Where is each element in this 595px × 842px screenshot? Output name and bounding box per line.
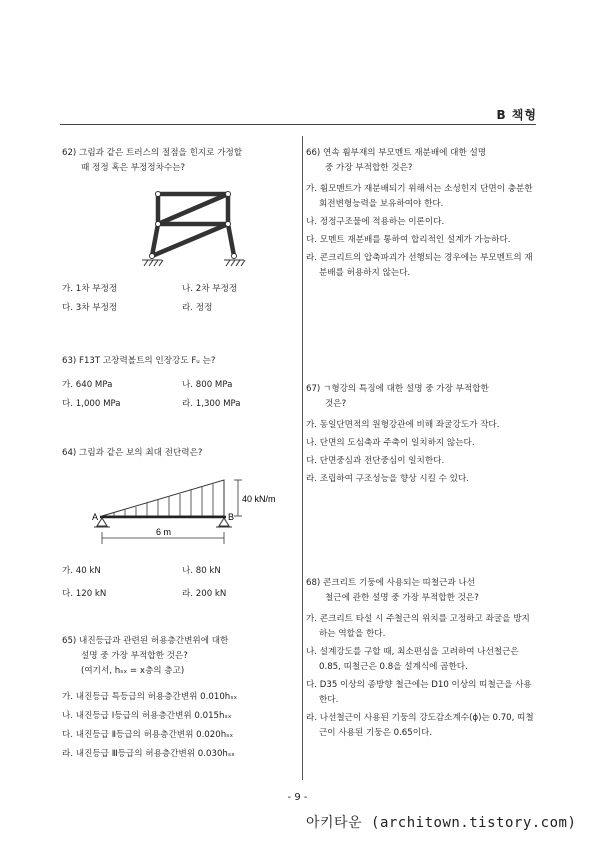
- question-65-stem: 65) 내진등급과 관련된 허용층간변위에 대한: [62, 636, 229, 646]
- question-66-stem: 66) 연속 휨부재의 부모멘트 재분배에 대한 설명: [306, 148, 487, 158]
- question-62: [62, 146, 298, 313]
- question-68-option-d[interactable]: 라. 나선철근이 사용된 기둥의 강도감소계수(ϕ)는 0.70, 띠철근이 사용된 기둥은 0.65이다.: [306, 713, 534, 738]
- question-66-stem-cont: 중 가장 부적합한 것은?: [325, 163, 413, 173]
- question-66-option-d[interactable]: 라. 콘크리트의 압축파괴가 선행되는 경우에는 부모멘트의 재분배를 허용하지 않는다.: [306, 253, 533, 278]
- question-63-option-b[interactable]: 나. 800 MPa: [182, 380, 233, 390]
- question-67-stem-cont: 것은?: [325, 399, 347, 409]
- question-68-stem-cont: 철근에 관한 설명 중 가장 부적합한 것은?: [325, 593, 479, 603]
- question-63-option-d[interactable]: 라. 1,300 MPa: [182, 399, 241, 409]
- question-65-option-b[interactable]: 나. 내진등급 Ⅰ등급의 허용층간변위 0.015hₛₓ: [62, 711, 232, 721]
- question-68-option-b[interactable]: 나. 설계강도를 구할 때, 최소편심을 고려하여 나선철근은 0.85, 띠철근은 0.8을 설계식에 곱한다.: [306, 647, 519, 672]
- span-label: 6 m: [156, 527, 172, 537]
- question-65: [62, 634, 298, 759]
- question-66-option-b[interactable]: 나. 정정구조물에 적용하는 이론이다.: [306, 217, 445, 227]
- question-66: [306, 146, 538, 278]
- beam-load-label: 40 kN/m: [242, 494, 276, 504]
- question-68: [306, 576, 538, 738]
- question-68-option-a[interactable]: 가. 콘크리트 타설 시 주철근의 위치를 고정하고 좌굴을 방지하는 역할을 한다.: [306, 614, 530, 639]
- question-67-option-a[interactable]: 가. 동일단면적의 원형강관에 비해 좌굴강도가 작다.: [306, 420, 500, 430]
- question-62-option-a[interactable]: 가. 1차 부정정: [62, 284, 118, 294]
- question-65-note: (여기서, hₛₓ = x층의 층고): [81, 666, 185, 676]
- question-68-stem: 68) 콘크리트 기둥에 사용되는 띠철근과 나선: [306, 578, 476, 588]
- question-66-option-a[interactable]: 가. 휨모멘트가 재분배되기 위해서는 소성힌지 단면이 충분한 회전변형능력을 보유하여야 한다.: [306, 184, 533, 209]
- support-b-label: B: [228, 512, 235, 522]
- question-63-option-c[interactable]: 다. 1,000 MPa: [62, 399, 121, 409]
- question-64-option-d[interactable]: 라. 200 kN: [182, 589, 227, 599]
- beam-figure: [94, 470, 314, 570]
- question-65-option-a[interactable]: 가. 내진등급 특등급의 허용층간변위 0.010hₛₓ: [62, 692, 238, 702]
- question-62-option-b[interactable]: 나. 2차 부정정: [182, 284, 238, 294]
- exam-type-label: B 책형: [496, 108, 537, 122]
- question-67-option-b[interactable]: 나. 단면의 도심축과 주축이 일치하지 않는다.: [306, 438, 475, 448]
- question-65-option-c[interactable]: 다. 내진등급 Ⅱ등급의 허용층간변위 0.020hₛₓ: [62, 730, 234, 740]
- question-63: [62, 354, 298, 409]
- truss-figure: [140, 186, 260, 276]
- header-rule: [60, 124, 536, 125]
- question-62-stem: 62) 그림과 같은 트러스의 절점을 힌지로 가정할: [62, 148, 243, 158]
- question-67: [306, 382, 538, 484]
- question-66-option-c[interactable]: 다. 모멘트 재분배를 통하여 합리적인 설계가 가능하다.: [306, 235, 511, 245]
- question-63-option-a[interactable]: 가. 640 MPa: [62, 380, 113, 390]
- question-64-stem: 64) 그림과 같은 보의 최대 전단력은?: [62, 448, 203, 458]
- question-64-option-a[interactable]: 가. 40 kN: [62, 566, 101, 576]
- column-divider: [302, 136, 303, 780]
- support-a-label: A: [92, 512, 99, 522]
- question-68-option-c[interactable]: 다. D35 이상의 종방향 철근에는 D10 이상의 띠철근을 사용한다.: [306, 680, 532, 705]
- question-65-stem-cont: 설명 중 가장 부적합한 것은?: [81, 651, 188, 661]
- question-62-option-c[interactable]: 다. 3차 부정정: [62, 303, 118, 313]
- question-64-option-c[interactable]: 다. 120 kN: [62, 589, 107, 599]
- question-65-option-d[interactable]: 라. 내진등급 Ⅲ등급의 허용층간변위 0.030hₛₓ: [62, 749, 235, 759]
- page-number: - 9 -: [287, 792, 308, 803]
- question-62-option-d[interactable]: 라. 정정: [182, 303, 213, 313]
- watermark-text: 아키타운 (architown.tistory.com): [306, 815, 577, 831]
- question-62-stem-cont: 때 정정 혹은 부정정차수는?: [81, 163, 186, 173]
- question-64-option-b[interactable]: 나. 80 kN: [182, 566, 221, 576]
- question-64: [62, 446, 298, 599]
- question-67-option-d[interactable]: 라. 조립하여 구조성능을 향상 시킬 수 있다.: [306, 474, 469, 484]
- question-63-stem: 63) F13T 고장력볼트의 인장강도 Fᵤ 는?: [62, 356, 216, 366]
- question-67-stem: 67) ㄱ형강의 특징에 대한 설명 중 가장 부적합한: [306, 384, 489, 394]
- question-67-option-c[interactable]: 다. 단면중심과 전단중심이 일치한다.: [306, 456, 445, 466]
